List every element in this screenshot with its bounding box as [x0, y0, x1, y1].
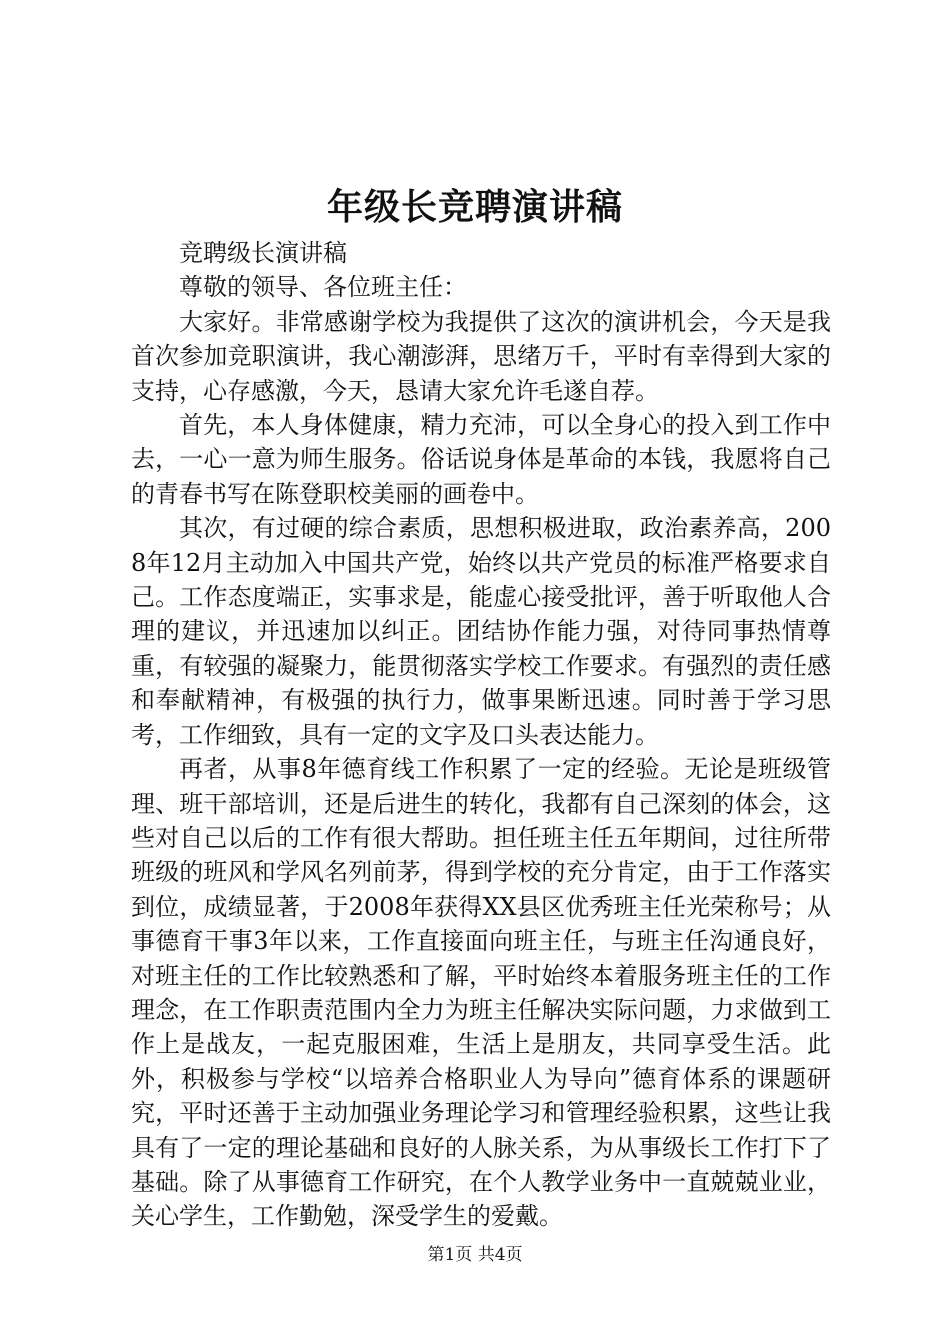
paragraph-subtitle: 竞聘级长演讲稿 [179, 239, 347, 267]
paragraph-salutation: 尊敬的领导、各位班主任： [179, 273, 467, 302]
paragraph-third: 再者，从事8年德育线工作积累了一定的经验。无论是班级管理、班干部培训，还是后进生的转化，我都有自己深刻的体会，这些对自己以后的工作有很大帮助。担任班主任五年期间，过往所带班级的班风和学风名列前茅，得到学校的充分肯定，由于工作落实到位，成绩显著，于2008年获得XX县区优秀班主任光荣称号；从事德育干事3年以来，工作直接面向班主任，与班主任沟通良好，对班主任的工作比较熟悉和了解，平时始终本着服务班主任的工作理念，在工作职责范围内全力为班主任解决实际问题，力求做到工作上是战友，一起克服困难，生活上是朋友，共同享受生活。此外，积极参与学校“以培养合格职业人为导向”德育体系的课题研究，平时还善于主动加强业务理论学习和管理经验积累，这些让我具有了一定的理论基础和良好的人脉关系，为从事级长工作打下了基础。除了从事德育工作研究，在个人教学业务中一直兢兢业业，关心学生，工作勤勉，深受学生的爱戴。 [131, 755, 831, 1231]
paragraph-first: 首先，本人身体健康，精力充沛，可以全身心的投入到工作中去，一心一意为师生服务。俗话说身体是革命的本钱，我愿将自己的青春书写在陈登职校美丽的画卷中。 [131, 411, 831, 508]
document-body [131, 236, 831, 1234]
document-title: 年级长竞聘演讲稿 [326, 186, 623, 228]
page-indicator: 第1页 共4页 [427, 1245, 523, 1265]
paragraph-greeting: 大家好。非常感谢学校为我提供了这次的演讲机会，今天是我首次参加竞职演讲，我心潮澎湃，思绪万千，平时有幸得到大家的支持，心存感激，今天，恳请大家允许毛遂自荐。 [131, 307, 831, 405]
paragraph-second: 其次，有过硬的综合素质，思想积极进取，政治素养高，2008年12月主动加入中国共产党，始终以共产党员的标准严格要求自己。工作态度端正，实事求是，能虚心接受批评，善于听取他人合理的建议，并迅速加以纠正。团结协作能力强，对待同事热情尊重，有较强的凝聚力，能贯彻落实学校工作要求。有强烈的责任感和奉献精神，有极强的执行力，做事果断迅速。同时善于学习思考，工作细致，具有一定的文字及口头表达能力。 [131, 514, 831, 749]
